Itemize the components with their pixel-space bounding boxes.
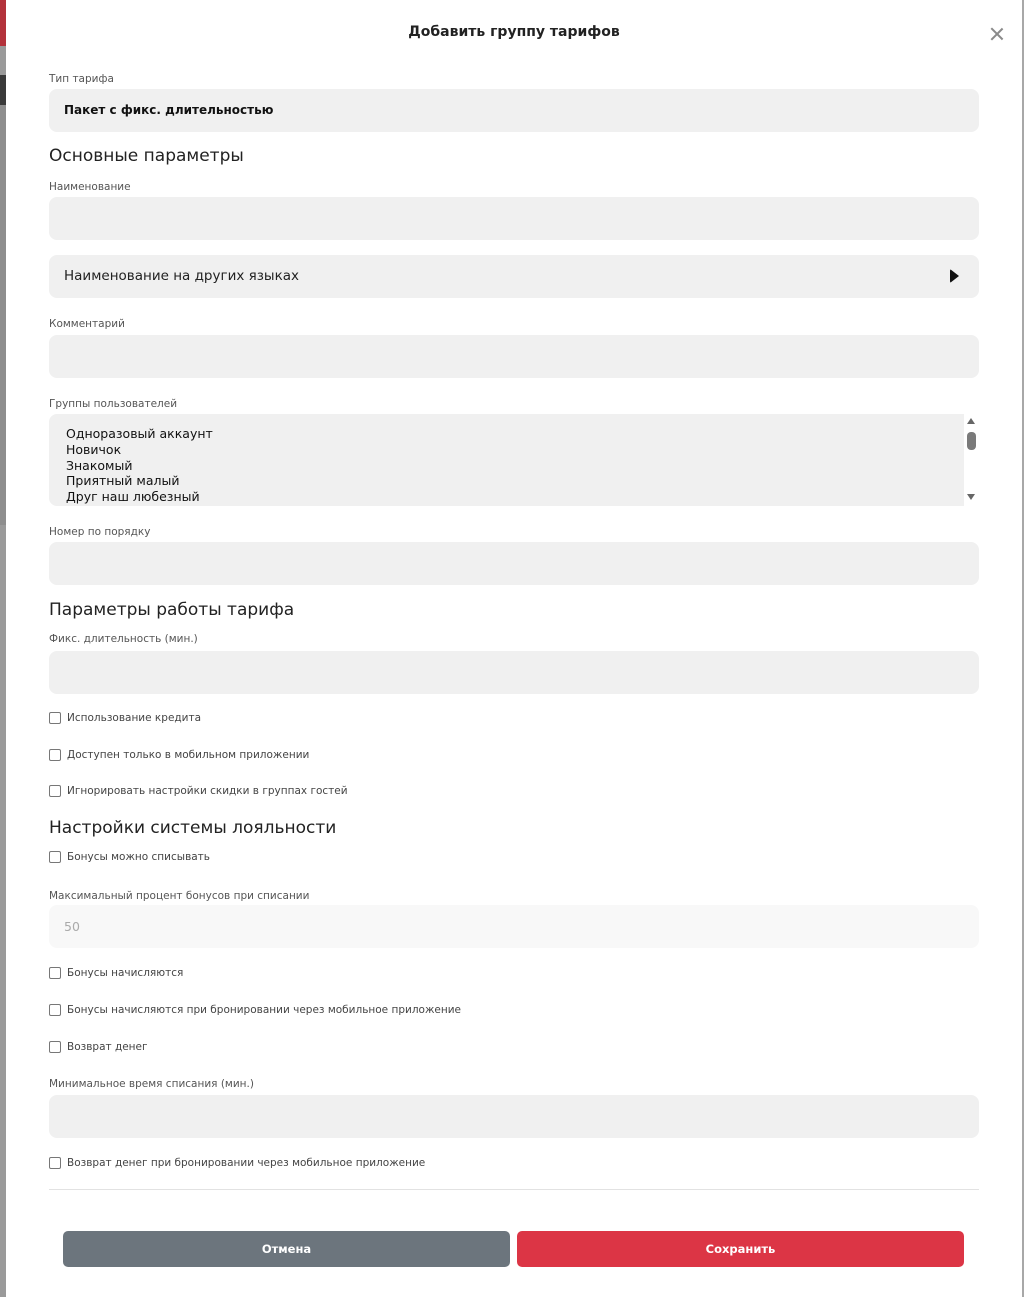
name-label: Наименование (49, 181, 131, 193)
mobile-only-checkbox[interactable] (49, 749, 61, 761)
max-bonus-percent-label: Максимальный процент бонусов при списании (49, 890, 310, 902)
refund-checkbox[interactable] (49, 1041, 61, 1053)
ignore-discount-checkbox-row[interactable] (49, 785, 348, 797)
order-number-input[interactable] (49, 542, 979, 585)
user-group-option[interactable]: Одноразовый аккаунт (66, 426, 213, 441)
comment-label: Комментарий (49, 318, 125, 330)
footer-divider (49, 1189, 979, 1190)
fixed-duration-input[interactable] (49, 651, 979, 694)
refund-checkbox-label: Возврат денег (67, 1041, 148, 1053)
caret-right-icon (950, 269, 959, 283)
user-groups-listbox[interactable] (49, 414, 964, 506)
listbox-scrollbar[interactable] (964, 414, 979, 506)
bonus-spend-checkbox-row[interactable] (49, 851, 210, 863)
user-groups-label: Группы пользователей (49, 398, 178, 410)
bonus-earn-mobile-checkbox-label: Бонусы начисляются при бронировании через мобильное приложение (67, 1004, 462, 1016)
credit-checkbox-label: Использование кредита (67, 712, 202, 724)
other-languages-label: Наименование на других языках (64, 268, 300, 284)
cancel-button[interactable]: Отмена (63, 1231, 510, 1267)
bonus-earn-checkbox-row[interactable] (49, 967, 183, 979)
save-button[interactable]: Сохранить (517, 1231, 964, 1267)
tariff-type-label: Тип тарифа (49, 73, 114, 85)
mobile-only-checkbox-row[interactable] (49, 749, 309, 761)
comment-input[interactable] (49, 335, 979, 378)
bonus-spend-checkbox[interactable] (49, 851, 61, 863)
ignore-discount-checkbox[interactable] (49, 785, 61, 797)
fixed-duration-label: Фикс. длительность (мин.) (49, 633, 198, 645)
refund-mobile-checkbox-label: Возврат денег при бронировании через мобильное приложение (67, 1157, 426, 1169)
section-basic-params: Основные параметры (49, 146, 244, 166)
bonus-earn-mobile-checkbox-row[interactable] (49, 1004, 461, 1016)
mobile-only-checkbox-label: Доступен только в мобильном приложении (67, 749, 310, 761)
bonus-earn-checkbox[interactable] (49, 967, 61, 979)
section-work-params: Параметры работы тарифа (49, 600, 295, 620)
refund-checkbox-row[interactable] (49, 1041, 148, 1053)
user-group-option[interactable]: Знакомый (66, 457, 133, 473)
credit-checkbox-row[interactable] (49, 712, 201, 724)
section-loyalty: Настройки системы лояльности (49, 818, 337, 838)
user-group-option[interactable]: Новичок (66, 441, 122, 457)
modal-title: Добавить группу тарифов (408, 24, 620, 40)
bonus-spend-checkbox-label: Бонусы можно списывать (67, 851, 210, 863)
scroll-up-arrow-icon[interactable] (967, 418, 975, 424)
bonus-earn-mobile-checkbox[interactable] (49, 1004, 61, 1016)
close-icon[interactable] (988, 25, 1006, 43)
user-group-option[interactable]: Друг наш любезный (66, 489, 200, 505)
add-tariff-group-modal (6, 0, 1022, 1297)
max-bonus-percent-input[interactable]: 50 (49, 905, 979, 948)
min-write-off-input[interactable] (49, 1095, 979, 1138)
order-number-label: Номер по порядку (49, 526, 151, 538)
min-write-off-label: Минимальное время списания (мин.) (49, 1078, 254, 1090)
refund-mobile-checkbox[interactable] (49, 1157, 61, 1169)
scroll-thumb[interactable] (967, 432, 976, 450)
user-group-option[interactable]: Приятный малый (66, 473, 180, 489)
credit-checkbox[interactable] (49, 712, 61, 724)
name-input[interactable] (49, 197, 979, 240)
tariff-type-select[interactable]: Пакет с фикс. длительностью (49, 89, 979, 132)
bonus-earn-checkbox-label: Бонусы начисляются (67, 967, 184, 979)
refund-mobile-checkbox-row[interactable] (49, 1157, 425, 1169)
other-languages-expander[interactable] (49, 255, 979, 298)
scroll-down-arrow-icon[interactable] (967, 494, 975, 500)
ignore-discount-checkbox-label: Игнорировать настройки скидки в группах гостей (67, 785, 348, 797)
